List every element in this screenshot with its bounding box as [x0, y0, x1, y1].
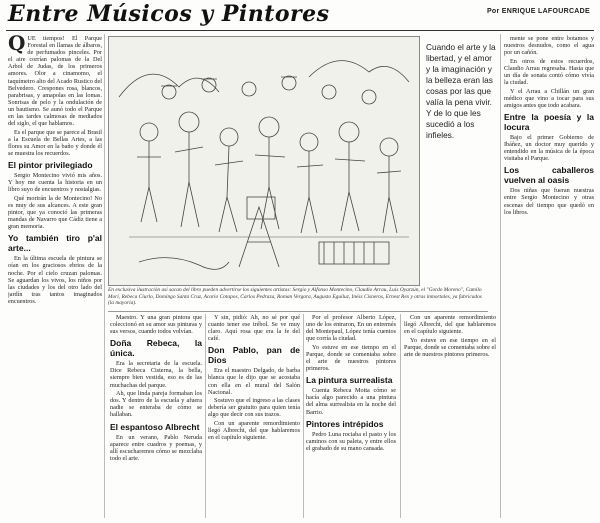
paragraph: mente se pone entre botamos y nuestros desnudos, como el agua por un cañón.	[504, 35, 594, 57]
paragraph: Y el Arrau a Chillán un gran médico que vino a tocar para sus amigos antes que todo acabara.	[504, 87, 594, 109]
paragraph: Sergio Montecino vivió mis años. Y hoy me cuenta la historia en un libro suyo de encuentros y nostalgias.	[8, 172, 102, 194]
column-divider	[500, 34, 501, 518]
pull-quote: Cuando el arte y la libertad, y el amor y la imaginación y la belleza eran las cosas por las que valía la pena vivir. Y de lo que les sucedió a los infieles.	[426, 42, 496, 140]
paragraph: Con un aparente remordimiento llegó Albrecht, del que hablaremos en el capítulo siguiente.	[208, 420, 300, 442]
paragraph: Bajo el primer Gobierno de Ibáñez, un doctor muy querido y entendido en la música de la época visitaba el Parque.	[504, 133, 594, 163]
paragraph: Sostuvo que el ingreso a las clases debería ser gratuito para quien tenía algo que decir con sus trazos.	[208, 397, 300, 419]
paragraph: Es el parque que se parece al Brasil a la Escuela de Bellas Artes, a las flores su Amor en la baño y donde él se muestra los recuerdos.	[8, 128, 102, 157]
column-divider	[400, 314, 401, 518]
subhead-espantoso-albrecht: El espantoso Albrecht	[110, 421, 200, 432]
intro-paragraph: QUE tiempos! El Parque Forestal en llamas de álbaros, de perfumados pinceles. Por el aire corrían palomas de la Del Arbol de Judas, de los primeros amores. Olor a cinamomo, el taquímetro alto del Acado Rustico del Belvedero. Crespones rosa, blancos, parabrisas, y amapolas en las lomas. Sonrisas de pelo y la ondulación de un bautismo. Se aunó todo el Parque en las tardes calmosas de mediados del siglo, el que hablamos.	[8, 35, 102, 128]
column-divider	[303, 314, 304, 518]
drop-cap: Q	[8, 35, 26, 55]
subhead-pintor-privilegiado: El pintor privilegiado	[8, 160, 93, 171]
paragraph: Yo estuve en ese tiempo en el Parque, donde se comentaba sobre el arte de nuestros pintores primeros.	[306, 343, 396, 373]
column-1	[8, 35, 102, 517]
paragraph: En un verano, Pablo Neruda aparece entre cuadros y poemas, y allí escucharemos cómo se mezclaba todo el arte.	[110, 433, 202, 462]
artists-drawing-icon	[109, 37, 419, 285]
column-2	[110, 314, 202, 518]
paragraph: Cuenta Rebeca Motta cómo se hacía algo parecido a una pintura del alma surrealista en la noche del Barrio.	[306, 387, 396, 416]
paragraph: Dos niñas que fueran nuestras entre Sergio Montecino y otras escenas del tiempo que quedó en los libros.	[504, 187, 594, 216]
subhead-dona-rebeca: Doña Rebeca, la única.	[110, 338, 202, 359]
column-4b	[404, 314, 496, 518]
column-3	[208, 314, 300, 518]
paragraph: Maestro. Y una gran pintora que coleccionó en su amor sus pinturas y sus versos, cuando todos volvían.	[110, 314, 202, 336]
caption-rule	[108, 311, 488, 312]
subhead-caballeros-oasis: Los caballeros vuelven al oasis	[504, 165, 594, 186]
byline: Por ENRIQUE LAFOURCADE	[486, 8, 590, 15]
subhead-don-pablo: Don Pablo, pan de Dios	[208, 345, 300, 366]
column-5	[504, 35, 594, 517]
illustration-caption: En exclusiva ilustración así sacan del libro pueden advertirse los siguientes artistas: Sergio y Alfonso Montecino, Claudio Arrau, Luis Oyarzún, el "Gordo Moreno", Camilo Mori, Rebeca Ciurlo, Domingo Santa Cruz, Acario Cotapos, Carlos Pedraza, Roman Vergara, Augusto Eguiluz, Inéss Cisneros, Ernest Rex y otras inmortales, ya fabricados (la mayoría).	[108, 287, 482, 307]
paragraph: Ah, que linda pareja formaban los dos. Y dentro de la escuela y afuera nadie se enteraba de cómo se hallaban.	[110, 390, 202, 419]
paragraph: Qué morirán la de Montecino! No es muy de sus alcances. A este gran pintor, que ya conoció las primeras mandas de Navarro que Cádiz tiene a gran memoria.	[8, 194, 102, 231]
paragraph: Con un aparente remordimiento llegó Albrecht, del que hablaremos en el capítulo siguiente.	[404, 314, 496, 336]
headline: Entre Músicos y Pintores	[8, 1, 330, 27]
paragraph: En la última escuela de pintura se oían en los graciosos ebrios de la noche. Por el cielo cruzan palomas. Se aguardan los vivos, los niños por las ciudades y los del otro lado del jardín tras tantos imaginados encuentros.	[8, 255, 102, 305]
subhead-pintura-surrealista: La pintura surrealista	[306, 375, 393, 386]
subhead-pintores-intrepidos: Pintores intrépidos	[306, 418, 384, 429]
column-divider	[205, 314, 206, 518]
subhead-yo-tambien: Yo también tiro p'al arte...	[8, 233, 102, 254]
masthead-rule	[6, 30, 594, 31]
paragraph: En otros de estos recuerdos, Claudio Arrau regresaba. Hasta que un día de sonata contó cómo vivía la ciudad.	[504, 57, 594, 87]
subhead-poesia-locura: Entre la poesía y la locura	[504, 111, 594, 132]
paragraph: Pedro Luna rociaba el pasto y los caminos con su paleta, y entre ellos el grabado de su mano cansada.	[306, 430, 396, 452]
paragraph: Era la secretaria de la escuela. Dice Rebeca Cisterna, la bella, siempre bien vestida, eso es de las muchachas del parque.	[110, 360, 202, 389]
column-divider	[104, 34, 105, 518]
column-4	[306, 314, 396, 518]
paragraph: Por el profesor Alberto López, uno de los entraron, En un entremés del Montepaul, López tenía cuentos que corría la ciudad.	[306, 314, 396, 343]
illustration	[108, 36, 420, 286]
paragraph: Y sin, pidió: Ah, no sé por qué cuanto tener ese trébol. Se ve muy claro. Aquí rosa que era la fe del café.	[208, 314, 300, 343]
paragraph: Yo estuve en ese tiempo en el Parque, donde se comentaba sobre el arte de nuestros pintores primeros.	[404, 336, 496, 358]
paragraph: Era el maestro Delgado, de barba blanca que le dijo que se acostaba con ella en el mural del Salón Nacional.	[208, 367, 300, 396]
